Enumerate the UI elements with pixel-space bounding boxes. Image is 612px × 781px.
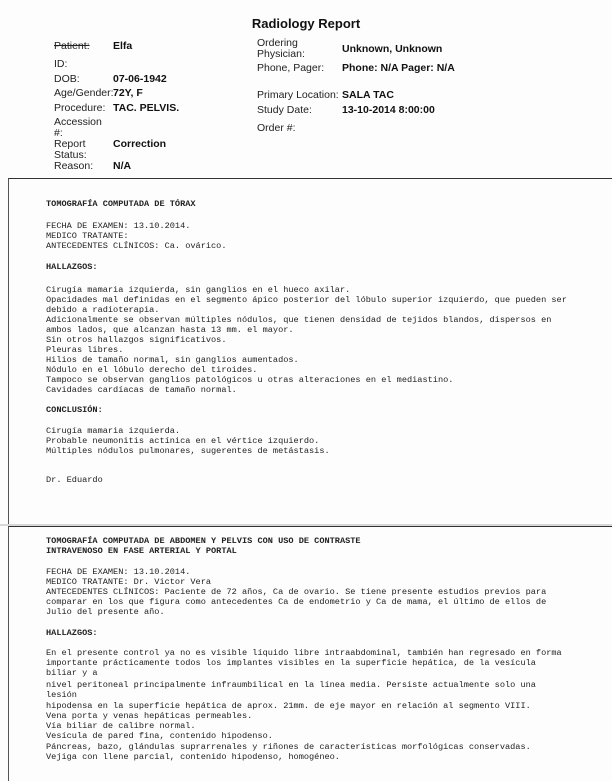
abdomen-finding-line: Vena porta y venas hepáticas permeables.	[46, 711, 253, 721]
thorax-conclusion-title: CONCLUSIÓN:	[46, 405, 103, 415]
patient-label: Patient:	[54, 40, 90, 52]
thorax-finding-line: ambos lados, que alcanzan hasta 13 mm. el mayor.	[46, 325, 294, 335]
thorax-signature: Dr. Eduardo	[46, 475, 103, 485]
abdomen-finding-line: Vejiga con llene parcial, contenido hipodenso, homogéneo.	[46, 752, 340, 762]
abdomen-finding-line: hipodensa en la superficie hepática de aprox. 21mm. de eje mayor en relación al segmento VIII.	[46, 701, 531, 711]
abdomen-clinical-history: ANTECEDENTES CLÍNICOS: Paciente de 72 años, Ca de ovario. Se tiene presente estudios previos para	[46, 587, 547, 597]
dob-label: DOB:	[54, 73, 80, 85]
abdomen-exam-date: FECHA DE EXAMEN: 13.10.2014.	[46, 567, 191, 577]
abdomen-finding-line: En el presente control ya no es visible líquido libre intraabdominal, también han regresado en forma	[46, 648, 562, 658]
thorax-clinical-history: ANTECEDENTES CLÍNICOS: Ca. ovárico.	[46, 241, 227, 251]
id-label: ID:	[54, 58, 68, 70]
abdomen-treating-physician: MEDICO TRATANTE: Dr. Victor Vera	[46, 577, 212, 587]
procedure-label: Procedure:	[54, 102, 106, 114]
abdomen-finding-line: Vesícula de pared fina, contenido hipodenso.	[46, 731, 273, 741]
reason-label: Reason:	[54, 160, 94, 172]
thorax-treating-physician: MEDICO TRATANTE:	[46, 231, 129, 241]
patient-value: Elfa	[113, 40, 133, 52]
abdomen-section-title: TOMOGRAFÍA COMPUTADA DE ABDOMEN Y PELVIS CON USO DE CONTRASTE	[46, 536, 361, 546]
phone-pager-value: Phone: N/A Pager: N/A	[342, 62, 455, 74]
order-number-label: Order #:	[257, 122, 296, 134]
ordering-physician-value: Unknown, Unknown	[342, 43, 443, 55]
thorax-exam-date: FECHA DE EXAMEN: 13.10.2014.	[46, 221, 191, 231]
thorax-conclusion-line: Múltiples nódulos pulmonares, sugerentes de metástasis.	[46, 446, 330, 456]
abdomen-finding-line: Vía biliar de calibre normal.	[46, 721, 196, 731]
report-title: Radiology Report	[251, 16, 361, 31]
age-gender-label: Age/Gender:	[54, 87, 114, 99]
primary-location-label: Primary Location:	[257, 89, 339, 101]
thorax-finding-line: Cirugía mamaria izquierda, sin ganglios en el hueco axilar.	[46, 285, 351, 295]
study-date-value: 13-10-2014 8:00:00	[342, 104, 435, 116]
ordering-label: Ordering	[257, 37, 298, 49]
thorax-finding-line: Tampoco se observan ganglios patológicos u otras alteraciones en el mediastino.	[46, 375, 454, 385]
thorax-finding-line: Hilios de tamaño normal, sin ganglios aumentados.	[46, 355, 299, 365]
dob-value: 07-06-1942	[113, 73, 167, 85]
abdomen-clinical-history-2: comparar en los que figura como antecedentes Ca de endometrio y Ca de mama, el último de ellos de	[46, 597, 547, 607]
abdomen-finding-line: nivel peritoneal principalmente infraumbilical en la línea media. Persiste actualmente solo una	[46, 680, 536, 690]
abdomen-clinical-history-3: Julio del presente año.	[46, 607, 165, 617]
thorax-finding-line: Adicionalmente se observan múltiples nódulos, que tienen densidad de tejidos blandos, dispersos en	[46, 315, 552, 325]
report-status-label-2: Status:	[54, 149, 87, 161]
accession-label: Accession	[54, 116, 102, 128]
thorax-finding-line: Sin otros hallazgos significativos.	[46, 335, 227, 345]
abdomen-findings-title: HALLAZGOS:	[46, 628, 98, 638]
thorax-finding-line: Cavidades cardíacas de tamaño normal.	[46, 385, 237, 395]
abdomen-finding-line: Páncreas, bazo, glándulas suprarrenales y riñones de características morfológicas conservadas.	[46, 742, 531, 752]
abdomen-section-title-2: INTRAVENOSO EN FASE ARTERIAL Y PORTAL	[46, 546, 237, 556]
ordering-physician-label: Physician:	[257, 48, 305, 60]
age-gender-value: 72Y, F	[113, 87, 143, 99]
procedure-value: TAC. PELVIS.	[113, 102, 180, 114]
abdomen-finding-line: importante prácticamente todos los implantes visibles en la superficie hepática, de la vesícula	[46, 658, 536, 668]
accession-label-hash: #:	[54, 127, 63, 139]
thorax-conclusion-line: Cirugía mamaria izquierda.	[46, 426, 181, 436]
abdomen-finding-line: biliar y a	[46, 668, 98, 678]
reason-value: N/A	[113, 160, 132, 172]
study-date-label: Study Date:	[257, 104, 312, 116]
thorax-findings-title: HALLAZGOS:	[46, 262, 98, 272]
primary-location-value: SALA TAC	[342, 89, 394, 101]
abdomen-finding-line: lesión	[46, 690, 77, 700]
thorax-finding-line: Opacidades mal definidas en el segmento ápico posterior del lóbulo superior izquierdo, que pueden ser	[46, 295, 567, 305]
thorax-section-title: TOMOGRAFÍA COMPUTADA DE TÓRAX	[46, 199, 196, 209]
thorax-finding-line: Nódulo en el lóbulo derecho del tiroides.	[46, 365, 258, 375]
thorax-conclusion-line: Probable neumonitis actínica en el vértice izquierdo.	[46, 436, 320, 446]
report-status-value: Correction	[113, 138, 167, 150]
thorax-finding-line: Pleuras libres.	[46, 345, 124, 355]
phone-pager-label: Phone, Pager:	[257, 62, 325, 74]
report-status-label: Report	[54, 138, 86, 150]
thorax-finding-line: debido a radioterapia.	[46, 305, 160, 315]
